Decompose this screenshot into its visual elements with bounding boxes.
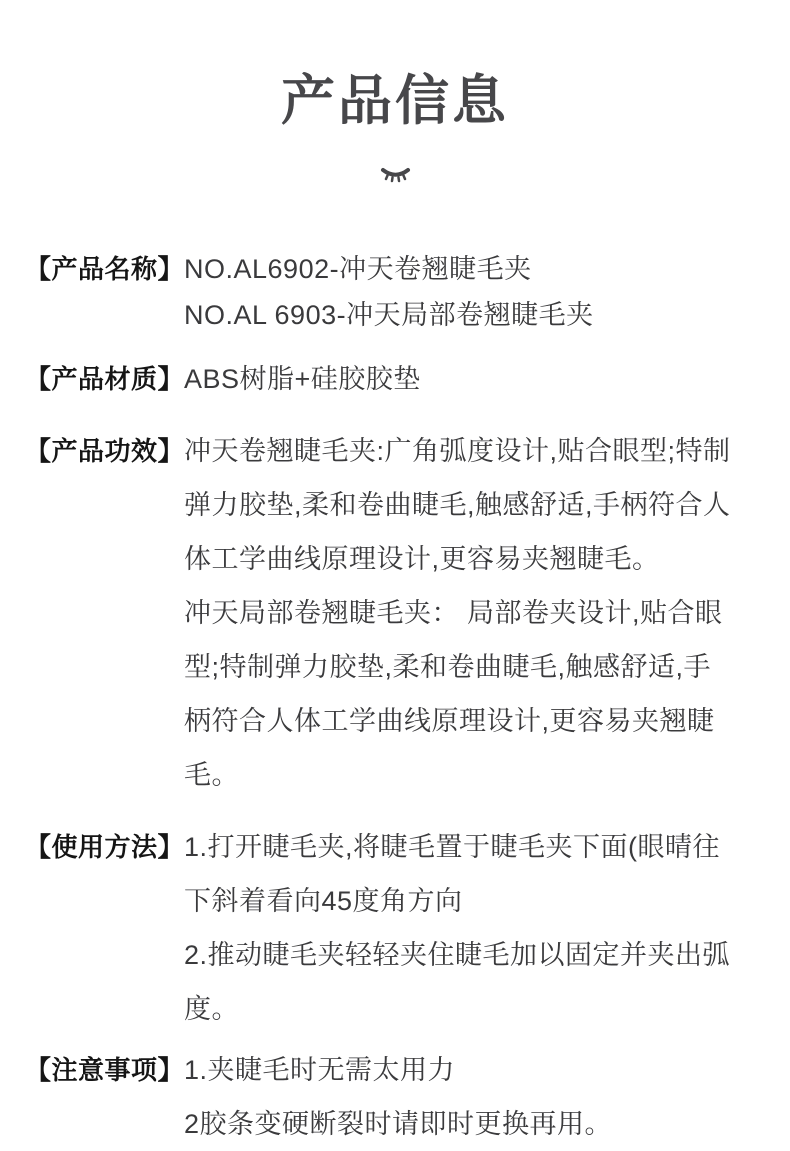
text-paragraph: 冲天局部卷翘睫毛夹： 局部卷夹设计,贴合眼型;特制弹力胶垫,柔和卷曲睫毛,触感舒适,手柄符合人体工学曲线原理设计,更容易夹翘睫毛。 (184, 598, 723, 791)
text-paragraph: 1.打开睫毛夹,将睫毛置于睫毛夹下面(眼晴往下斜着看向45度角方向 (184, 832, 721, 917)
text-paragraph: 2胶条变硬断裂时请即时更换再用。 (184, 1109, 613, 1140)
product-details (0, 246, 790, 1151)
section-label: 【产品名称】 (25, 254, 185, 285)
section-label: 【产品功效】 (25, 436, 185, 467)
section-content (184, 356, 732, 402)
section-content (184, 1043, 732, 1151)
section-precautions (25, 1043, 732, 1151)
title-divider (0, 166, 790, 184)
section-label: 【使用方法】 (25, 832, 185, 863)
section-content (184, 820, 732, 1036)
text-line: NO.AL 6903-冲天局部卷翘睫毛夹 (184, 300, 594, 331)
page-title: 产品信息 (281, 71, 509, 131)
section-label: 【注意事项】 (25, 1055, 185, 1086)
section-product-name (25, 246, 732, 338)
closed-eye-lashes-icon (381, 166, 410, 183)
section-usage-method (25, 820, 732, 1036)
text-line: NO.AL6902-冲天卷翘睫毛夹 (184, 254, 532, 285)
section-content (184, 246, 732, 338)
text-paragraph: 2.推动睫毛夹轻轻夹住睫毛加以固定并夹出弧度。 (184, 940, 731, 1025)
section-product-effect (25, 424, 732, 802)
section-product-material (25, 356, 732, 402)
text-paragraph: 冲天卷翘睫毛夹:广角弧度设计,贴合眼型;特制弹力胶垫,柔和卷曲睫毛,触感舒适,手柄符合人体工学曲线原理设计,更容易夹翘睫毛。 (184, 436, 731, 575)
section-content (184, 424, 732, 802)
section-label: 【产品材质】 (25, 364, 185, 395)
text-line: ABS树脂+硅胶胶垫 (184, 364, 421, 395)
text-paragraph: 1.夹睫毛时无需太用力 (184, 1055, 456, 1086)
